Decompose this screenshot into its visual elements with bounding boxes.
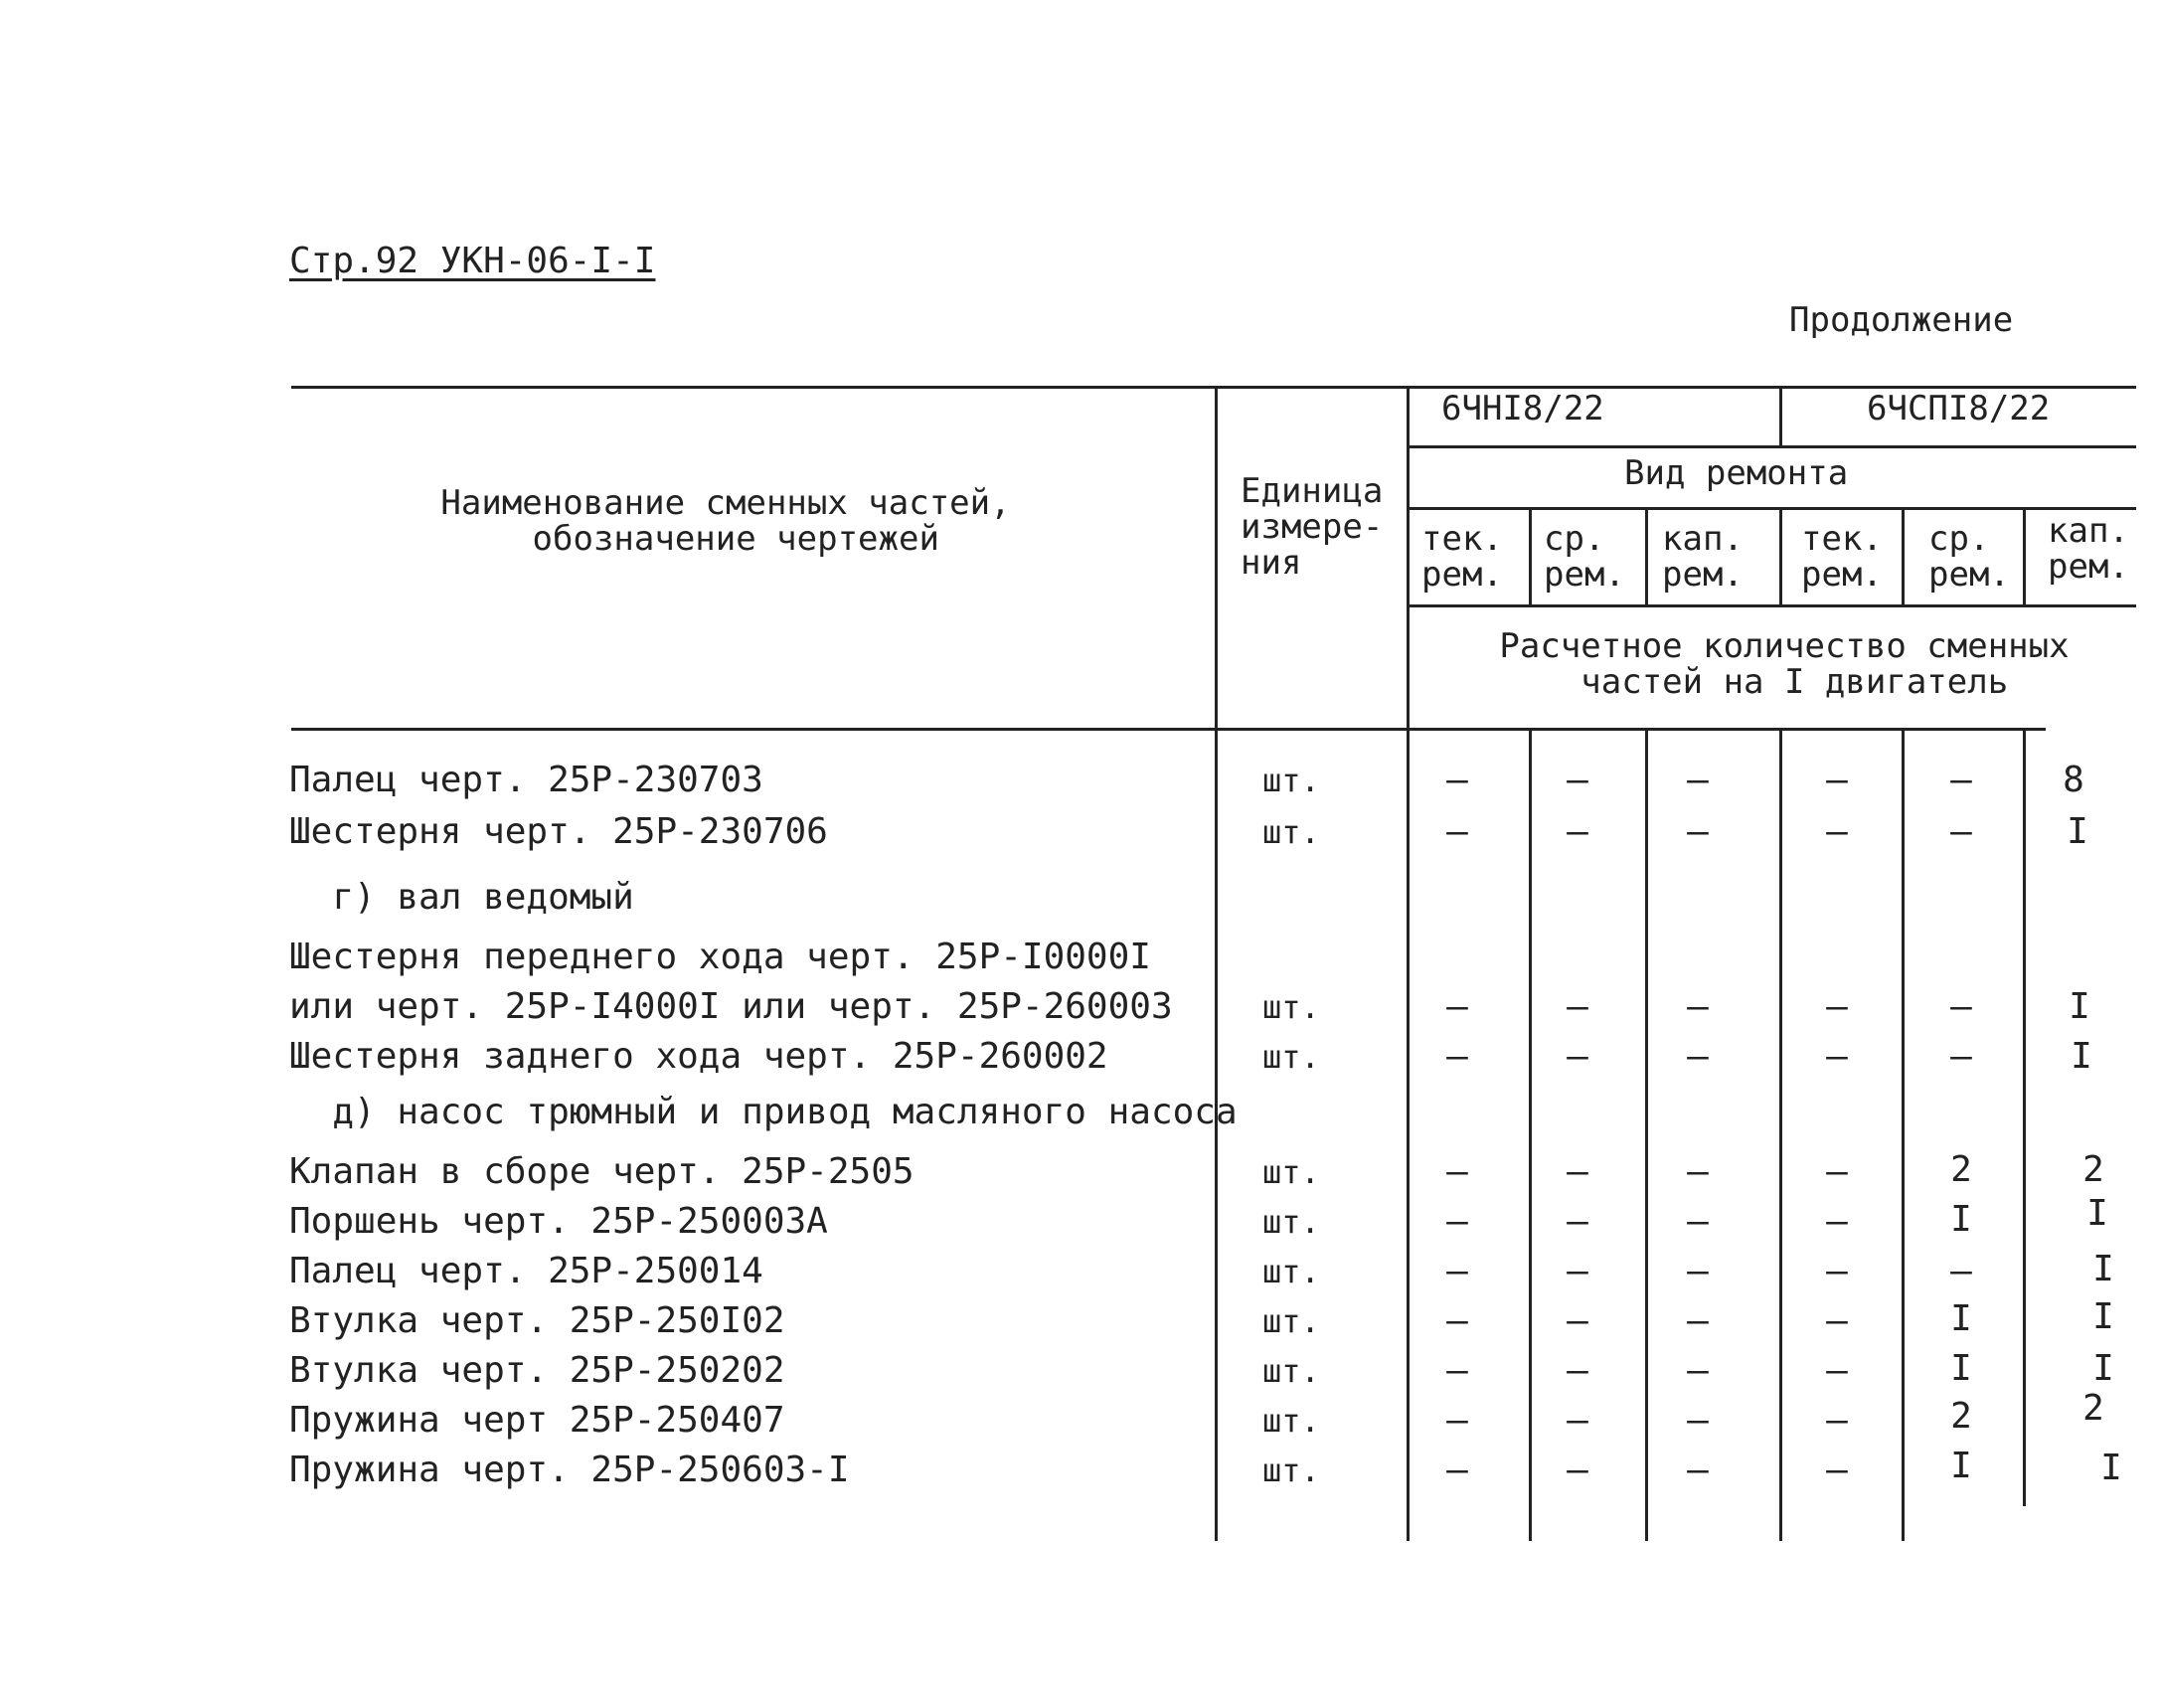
engine-divider <box>1779 388 1782 447</box>
value-cell: – <box>1826 1201 1848 1242</box>
repair-col-header: кап. рем. <box>2048 511 2129 587</box>
value-cell: – <box>1567 1201 1588 1242</box>
value-cell: – <box>1950 1036 1972 1077</box>
part-name: Палец черт. 25Р-230703 <box>289 760 763 800</box>
value-cell: I <box>1950 1298 1972 1339</box>
part-name: Шестерня черт. 25Р-230706 <box>289 811 828 852</box>
col-divider-4 <box>1902 507 1905 606</box>
value-cell: – <box>1687 1201 1709 1242</box>
unit-column-header: Единица измере- ния <box>1241 471 1384 583</box>
header-bottom-rule <box>291 728 2046 731</box>
part-name: Шестерня заднего хода черт. 25Р-260002 <box>289 1036 1108 1077</box>
value-cell: I <box>2092 1249 2114 1289</box>
value-cell: I <box>2069 986 2090 1027</box>
value-cell: – <box>1567 1300 1588 1341</box>
value-cell: – <box>1826 1300 1848 1341</box>
part-name: Поршень черт. 25Р-250003А <box>289 1201 828 1242</box>
value-cell: I <box>2071 1036 2092 1077</box>
part-name: Палец черт. 25Р-250014 <box>289 1251 763 1291</box>
value-cell: I <box>1950 1348 1972 1389</box>
table-top-rule <box>291 386 2136 389</box>
section-heading: г) вал ведомый <box>289 877 634 918</box>
repair-col-header: ср. рем. <box>1928 519 2010 595</box>
value-cell: – <box>1567 1036 1588 1077</box>
part-name: Шестерня переднего хода черт. 25Р-I0000I <box>289 937 1151 977</box>
repair-col-header: кап. рем. <box>1662 519 1744 595</box>
value-cell: – <box>1687 811 1709 852</box>
unit-cell: шт. <box>1262 1302 1320 1340</box>
col-divider-3 <box>1779 507 1782 606</box>
value-cell: 2 <box>1950 1149 1972 1190</box>
repair-col-header: тек. рем. <box>1801 519 1883 595</box>
unit-cell: шт. <box>1262 1203 1320 1241</box>
value-cell: – <box>1687 1450 1709 1490</box>
value-cell: 8 <box>2063 760 2084 800</box>
value-cell: – <box>1826 1151 1848 1192</box>
engine-1-header: 6ЧНI8/22 <box>1441 389 1604 428</box>
repair-col-header: ср. рем. <box>1544 519 1625 595</box>
value-cell: – <box>1567 986 1588 1027</box>
value-cell: – <box>1567 760 1588 800</box>
value-cell: I <box>2067 811 2088 852</box>
unit-cell: шт. <box>1262 1352 1320 1390</box>
value-cell: – <box>1950 1251 1972 1291</box>
unit-cell: шт. <box>1262 1038 1320 1076</box>
value-cell: – <box>1446 1201 1468 1242</box>
continuation-label: Продолжение <box>1789 300 2014 340</box>
quantity-caption: Расчетное количество сменных частей на I двигатель <box>1499 626 2070 702</box>
value-cell: – <box>1687 986 1709 1027</box>
value-cell: I <box>1950 1446 1972 1486</box>
body-divider-2 <box>1645 731 1648 1541</box>
col-divider-5 <box>2023 507 2026 606</box>
value-cell: – <box>1687 1400 1709 1441</box>
repair-cols-rule <box>1407 604 2136 607</box>
value-cell: – <box>1446 1251 1468 1291</box>
unit-col-divider <box>1215 388 1218 1541</box>
part-name: Втулка черт. 25Р-250I02 <box>289 1300 785 1341</box>
value-cell: – <box>1687 1151 1709 1192</box>
engine-header-rule <box>1407 445 2136 448</box>
value-cell: I <box>1950 1199 1972 1240</box>
value-cell: 2 <box>2082 1149 2104 1190</box>
value-cell: – <box>1826 1400 1848 1441</box>
value-cell: – <box>1567 1350 1588 1391</box>
value-cell: 2 <box>1950 1396 1972 1437</box>
part-name: Клапан в сборе черт. 25Р-2505 <box>289 1151 914 1192</box>
value-cell: – <box>1950 811 1972 852</box>
value-cell: – <box>1446 1450 1468 1490</box>
unit-cell: шт. <box>1262 1402 1320 1440</box>
value-cell: – <box>1687 1251 1709 1291</box>
value-cell: – <box>1950 986 1972 1027</box>
engine-2-header: 6ЧСПI8/22 <box>1867 389 2051 428</box>
value-cell: – <box>1567 1151 1588 1192</box>
name-column-header: Наименование сменных частей, обозначение чертежей <box>440 483 1011 559</box>
value-cell: – <box>1950 760 1972 800</box>
value-cell: – <box>1826 811 1848 852</box>
value-cell: – <box>1826 1036 1848 1077</box>
value-cell: – <box>1687 1036 1709 1077</box>
body-divider-4 <box>1902 731 1905 1541</box>
body-divider-5 <box>2023 731 2026 1506</box>
section-heading: д) насос трюмный и привод масляного насоса <box>289 1092 1238 1132</box>
value-cell: – <box>1687 1350 1709 1391</box>
value-cell: I <box>2092 1296 2114 1337</box>
page-reference: Стр.92 УКН-06-I-I <box>289 241 656 281</box>
value-cell: – <box>1567 1251 1588 1291</box>
values-col-divider <box>1407 388 1410 1541</box>
unit-cell: шт. <box>1262 988 1320 1026</box>
value-cell: – <box>1826 1450 1848 1490</box>
value-cell: – <box>1567 1400 1588 1441</box>
value-cell: – <box>1446 811 1468 852</box>
part-name: Втулка черт. 25Р-250202 <box>289 1350 785 1391</box>
value-cell: I <box>2100 1448 2122 1488</box>
unit-cell: шт. <box>1262 1253 1320 1290</box>
value-cell: – <box>1826 1350 1848 1391</box>
repair-type-rule <box>1407 507 2136 510</box>
value-cell: – <box>1826 1251 1848 1291</box>
value-cell: – <box>1446 1300 1468 1341</box>
part-name: или черт. 25Р-I4000I или черт. 25Р-260003 <box>289 986 1173 1027</box>
value-cell: – <box>1446 986 1468 1027</box>
value-cell: – <box>1446 1151 1468 1192</box>
body-divider-3 <box>1779 731 1782 1541</box>
value-cell: – <box>1567 811 1588 852</box>
value-cell: I <box>2086 1193 2108 1234</box>
col-divider-2 <box>1645 507 1648 606</box>
value-cell: – <box>1446 1036 1468 1077</box>
value-cell: – <box>1446 1350 1468 1391</box>
value-cell: 2 <box>2082 1388 2104 1429</box>
value-cell: – <box>1826 986 1848 1027</box>
value-cell: – <box>1826 760 1848 800</box>
unit-cell: шт. <box>1262 762 1320 799</box>
part-name: Пружина черт 25Р-250407 <box>289 1400 785 1441</box>
value-cell: – <box>1687 760 1709 800</box>
value-cell: – <box>1446 1400 1468 1441</box>
repair-type-header: Вид ремонта <box>1624 453 1849 493</box>
unit-cell: шт. <box>1262 1452 1320 1489</box>
value-cell: – <box>1567 1450 1588 1490</box>
part-name: Пружина черт. 25Р-250603-I <box>289 1450 850 1490</box>
value-cell: – <box>1687 1300 1709 1341</box>
value-cell: – <box>1446 760 1468 800</box>
unit-cell: шт. <box>1262 1153 1320 1191</box>
repair-col-header: тек. рем. <box>1421 519 1503 595</box>
unit-cell: шт. <box>1262 813 1320 851</box>
value-cell: I <box>2092 1348 2114 1389</box>
body-divider-1 <box>1529 731 1532 1541</box>
col-divider-1 <box>1529 507 1532 606</box>
